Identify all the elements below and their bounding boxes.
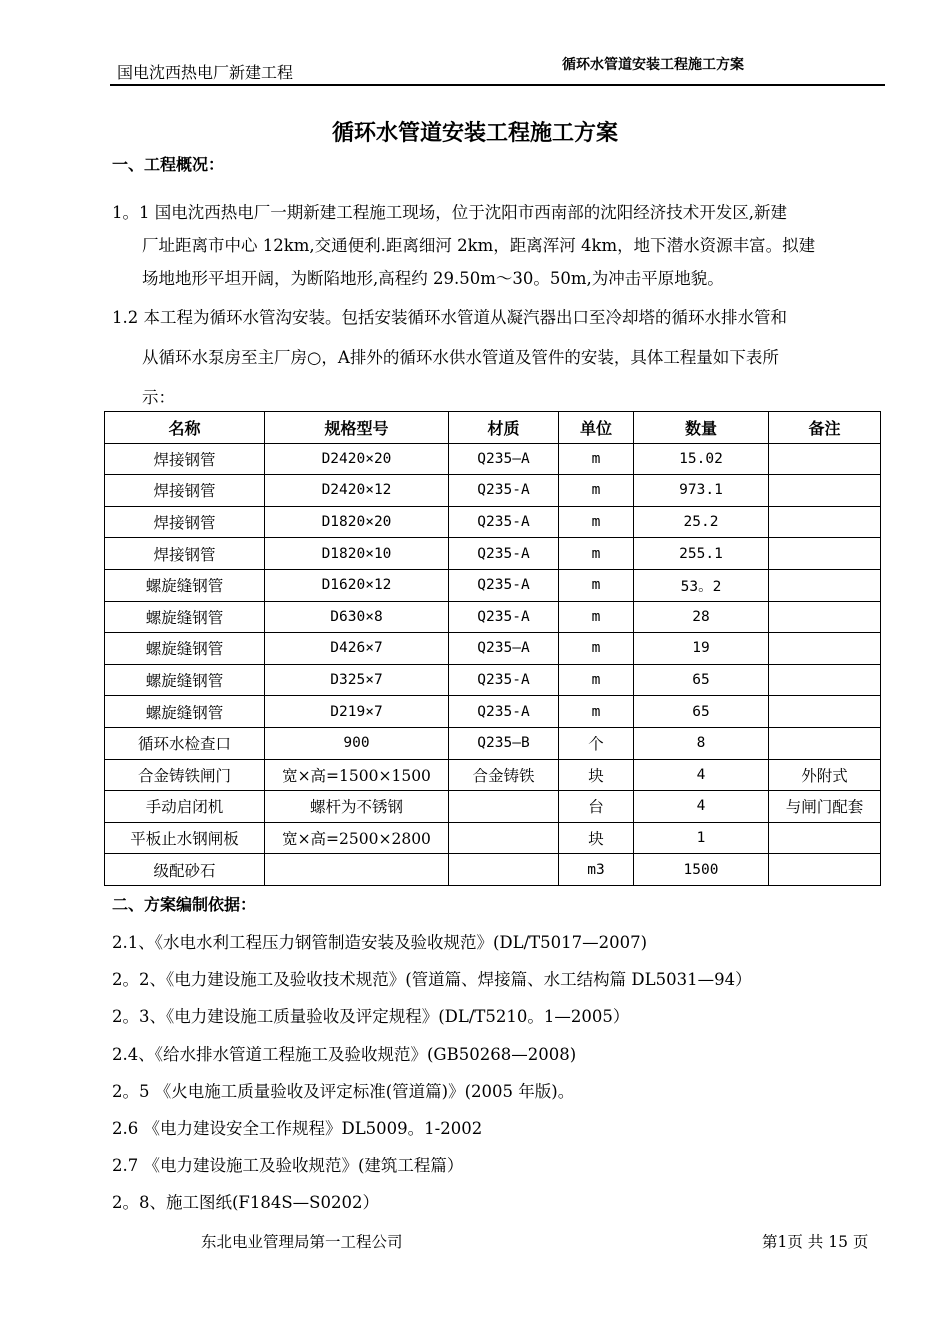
header-rule — [110, 84, 885, 86]
paragraph-line: 厂址距离市中心 12km,交通便利.距离细河 2km，距离浑河 4km，地下潜水资源丰富。拟建 — [142, 236, 816, 255]
table-cell: m — [559, 696, 634, 728]
table-cell: Q235—B — [449, 727, 559, 759]
table-cell: Q235-A — [449, 538, 559, 570]
table-cell: 宽×高=1500×1500 — [265, 759, 449, 791]
table-cell: 螺旋缝钢管 — [105, 601, 265, 633]
table-cell: 焊接钢管 — [105, 538, 265, 570]
table-cell: D426×7 — [265, 633, 449, 665]
paragraph-line: 从循环水泵房至主厂房○，A排外的循环水供水管道及管件的安装，具体工程量如下表所 — [142, 348, 779, 367]
table-cell: D1820×10 — [265, 538, 449, 570]
table-cell — [769, 569, 881, 601]
table-cell: Q235-A — [449, 601, 559, 633]
table-cell: 53。2 — [634, 569, 769, 601]
table-row — [105, 696, 881, 728]
table-cell: 级配砂石 — [105, 854, 265, 886]
table-cell: 螺旋缝钢管 — [105, 633, 265, 665]
list-item: 2。8、施工图纸(F184S—S0202） — [112, 1193, 379, 1212]
list-item: 2.6 《电力建设安全工作规程》DL5009。1-2002 — [112, 1119, 483, 1138]
table-cell — [265, 854, 449, 886]
table-cell: Q235—A — [449, 443, 559, 475]
table-header-row — [105, 412, 881, 444]
table-cell: Q235-A — [449, 696, 559, 728]
paragraph-1-1 — [112, 196, 887, 295]
table-cell: Q235-A — [449, 506, 559, 538]
table-cell: 4 — [634, 791, 769, 823]
table-cell — [449, 854, 559, 886]
table-cell: D325×7 — [265, 664, 449, 696]
table-cell: 1 — [634, 822, 769, 854]
table-cell — [769, 854, 881, 886]
table-row — [105, 443, 881, 475]
table-cell: 焊接钢管 — [105, 443, 265, 475]
list-item: 2。3、《电力建设施工质量验收及评定规程》(DL/T5210。1—2005） — [112, 1007, 630, 1026]
table-row — [105, 633, 881, 665]
table-cell: m — [559, 633, 634, 665]
table-cell: 1500 — [634, 854, 769, 886]
footer-company: 东北电业管理局第一工程公司 — [201, 1233, 403, 1251]
paragraph-line: 场地地形平坦开阔，为断陷地形,高程约 29.50m～30。50m,为冲击平原地貌。 — [142, 269, 724, 288]
table-cell: D630×8 — [265, 601, 449, 633]
table-row — [105, 538, 881, 570]
table-row — [105, 601, 881, 633]
column-header: 材质 — [449, 412, 559, 444]
table-cell: 循环水检查口 — [105, 727, 265, 759]
list-item: 2.1、《水电水利工程压力钢管制造安装及验收规范》(DL/T5017—2007) — [112, 933, 648, 952]
table-cell — [769, 443, 881, 475]
table-cell: 手动启闭机 — [105, 791, 265, 823]
table-cell — [769, 538, 881, 570]
table-row — [105, 664, 881, 696]
table-cell: 65 — [634, 664, 769, 696]
table-cell: 平板止水钢闸板 — [105, 822, 265, 854]
table-row — [105, 727, 881, 759]
table-cell: 螺旋缝钢管 — [105, 664, 265, 696]
table-cell: 焊接钢管 — [105, 475, 265, 507]
table-cell: 900 — [265, 727, 449, 759]
table-cell: 螺杆为不锈钢 — [265, 791, 449, 823]
table-cell: 合金铸铁 — [449, 759, 559, 791]
table-row — [105, 475, 881, 507]
table-cell: Q235—A — [449, 633, 559, 665]
table-row — [105, 791, 881, 823]
table-cell — [769, 664, 881, 696]
table-cell: 宽×高=2500×2800 — [265, 822, 449, 854]
table-row — [105, 759, 881, 791]
table-cell: 28 — [634, 601, 769, 633]
paragraph-line: 示： — [142, 388, 175, 407]
column-header: 单位 — [559, 412, 634, 444]
table-row — [105, 822, 881, 854]
table-cell: Q235-A — [449, 664, 559, 696]
table-cell: 65 — [634, 696, 769, 728]
table-cell: 合金铸铁闸门 — [105, 759, 265, 791]
page-number: 第1页 共 15 页 — [762, 1233, 869, 1251]
list-item: 2.4、《给水排水管道工程施工及验收规范》(GB50268—2008) — [112, 1045, 577, 1064]
section-2-heading: 二、方案编制依据： — [112, 895, 257, 914]
table-cell: 973.1 — [634, 475, 769, 507]
column-header: 规格型号 — [265, 412, 449, 444]
column-header: 备注 — [769, 412, 881, 444]
header-project-name: 国电沈西热电厂新建工程 — [117, 63, 294, 82]
table-cell: 个 — [559, 727, 634, 759]
table-cell: 台 — [559, 791, 634, 823]
column-header: 名称 — [105, 412, 265, 444]
table-cell: 15.02 — [634, 443, 769, 475]
table-cell: 255.1 — [634, 538, 769, 570]
table-cell: 焊接钢管 — [105, 506, 265, 538]
table-cell: m — [559, 664, 634, 696]
table-cell: 8 — [634, 727, 769, 759]
paragraph-line: 1.2 本工程为循环水管沟安装。包括安装循环水管道从凝汽器出口至冷却塔的循环水排水管和 — [112, 308, 787, 327]
table-cell: 螺旋缝钢管 — [105, 696, 265, 728]
table-cell: 19 — [634, 633, 769, 665]
table-cell: m — [559, 506, 634, 538]
table-cell: m — [559, 569, 634, 601]
table-cell — [769, 727, 881, 759]
table-cell: Q235-A — [449, 475, 559, 507]
table-row — [105, 506, 881, 538]
table-cell: m — [559, 538, 634, 570]
table-cell: D219×7 — [265, 696, 449, 728]
table-cell: 外附式 — [769, 759, 881, 791]
table-cell: Q235-A — [449, 569, 559, 601]
table-cell: 与闸门配套 — [769, 791, 881, 823]
list-item: 2。2、《电力建设施工及验收技术规范》(管道篇、焊接篇、水工结构篇 DL5031—94） — [112, 970, 752, 989]
table-cell: m3 — [559, 854, 634, 886]
table-cell: 25.2 — [634, 506, 769, 538]
list-item: 2。5 《火电施工质量验收及评定标准(管道篇)》(2005 年版)。 — [112, 1082, 575, 1101]
table-cell — [449, 822, 559, 854]
table-cell — [769, 475, 881, 507]
table-cell — [449, 791, 559, 823]
table-cell — [769, 696, 881, 728]
table-cell — [769, 633, 881, 665]
table-cell — [769, 601, 881, 633]
section-1-heading: 一、工程概况： — [112, 155, 225, 174]
table-cell: 块 — [559, 822, 634, 854]
table-cell: D1620×12 — [265, 569, 449, 601]
table-cell: D1820×20 — [265, 506, 449, 538]
paragraph-line: 1。1 国电沈西热电厂一期新建工程施工现场，位于沈阳市西南部的沈阳经济技术开发区,新建 — [112, 203, 787, 222]
table-cell: 4 — [634, 759, 769, 791]
quantity-table — [104, 411, 881, 886]
table-cell: m — [559, 443, 634, 475]
table-row — [105, 569, 881, 601]
table-cell: 螺旋缝钢管 — [105, 569, 265, 601]
table-cell — [769, 506, 881, 538]
column-header: 数量 — [634, 412, 769, 444]
header-doc-title: 循环水管道安装工程施工方案 — [562, 57, 744, 73]
table-cell: D2420×20 — [265, 443, 449, 475]
table-cell: D2420×12 — [265, 475, 449, 507]
list-item: 2.7 《电力建设施工及验收规范》(建筑工程篇） — [112, 1156, 464, 1175]
document-title: 循环水管道安装工程施工方案 — [331, 121, 618, 146]
table-cell: m — [559, 601, 634, 633]
table-row — [105, 854, 881, 886]
table-cell: m — [559, 475, 634, 507]
table-cell — [769, 822, 881, 854]
table-cell: 块 — [559, 759, 634, 791]
paragraph-1-2 — [112, 298, 887, 418]
